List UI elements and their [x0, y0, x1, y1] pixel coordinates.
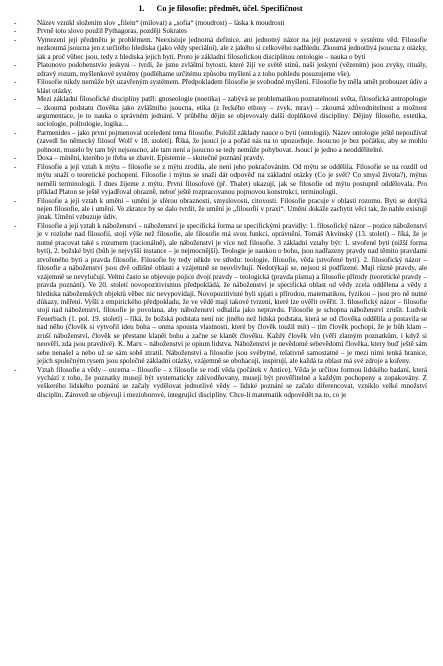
- bullet-dash: -: [14, 27, 17, 36]
- title-number: 1.: [138, 4, 145, 13]
- list-item: [14, 366, 427, 400]
- bullet-list: [14, 19, 427, 399]
- list-item: [14, 78, 427, 95]
- list-item-text: Vztah filosofie a vědy – otcema – filosofie – z filosofie se rodí věda (počátek v Antice). Věda je určitou formou lidského badaní, která vychází z toho, že poznatky musejí být systematicky zdůvodňovany, musejí být prověřitelné a každým pochopeny a zopakovány. Z veškerého lidského poznání se začaly vydělovat jednotlivé vědy – lidské poznání se začalo diferencovat, vzniklo velké množství disciplín. Zároveň se objevují i mezioborové, integrující disciplíny. Chce-li matematik odpovědět na to, co je: [37, 365, 427, 399]
- list-item: [14, 163, 427, 197]
- bullet-dash: -: [14, 61, 17, 70]
- list-item-text: Platonovo podobenstvío jeskyni – tvrdí, že jsme zvláštní bytosti, které žijí ve světě stínů, naší jeskyni (vězením) jsou zvyky, rituály, zdravý rozum, myšlenkové systémy (podléhame určitému způsobu myšlení a z toho pohledu posuzujeme vše).: [37, 61, 427, 78]
- bullet-dash: -: [14, 95, 17, 104]
- list-item-text: Mezi základní filosofické disciplíny patří: gnoseologie (noetika) – zabývá se problematikou poznatelnosti světa, filosofická antropologie – zkoumá podstatu člověka jako zvláštního jsoucna, etika (z řeckého ethosy – zvyk, mrav) – zkoumá zdůvodnitelnost a možnost argumentace, je to nauka o správném jednání. V průběhu dějin se objevovaly další doplňkové disciplíny: Dějiny filosofie, estetika, sociologie, politologie, logika…: [37, 95, 427, 129]
- list-item-text: Filosofie a její vztah k mýtu – filosofie se z mýtu zrodila, ale není jeho pokračováním. Od mýtu se oddělila. Filosofie se na rozdíl od mýtu snaží o teoretické pochopení. Filosofie i mýtus se snaží dát odpověď na základní otázky (Co je svět? Co smysl života?), mýtus nemělí terminologii. I dnes žijeme z mýtu. První filosofové (př. Thalet) ukazují, jak se filosofie od mýtu postupně oddělovala. Pro příklad Platon se ještě vyjadřoval obrazně, neboť ještě rozpracovanou pojmovou konstrukci, terminologii.: [37, 162, 427, 197]
- list-item-text: Parmenides – jako prvni pojmenoval uceleđení tema filosofie. Položil základy nauce o bytí (ontologii). Název ontologie ještě nepoužíval (zavedl ho německý filosof Wolf v 18. století). Říká, že jsoucí je a pořád nás na to upozorňuje. Jsoucno je bez počátku, aby se mohlo pohnout, muselo by tam být nejsoucno, ale tam není a jsoucno se tedy nemůže pohybovat. Jsoucí je jedno a neoddělitelné.: [37, 128, 427, 154]
- bullet-dash: -: [14, 78, 17, 87]
- bullet-dash: -: [14, 365, 17, 374]
- bullet-dash: -: [14, 35, 17, 44]
- list-item: [14, 197, 427, 222]
- list-item: [14, 222, 427, 366]
- list-item-text: Název vznikl složením slov „filein“ (milovat) a „sofia“ (moudrost) – láska k moudrosti: [37, 19, 285, 27]
- bullet-dash: -: [14, 162, 17, 171]
- list-item: [14, 19, 427, 27]
- bullet-dash: -: [14, 154, 17, 163]
- list-item: [14, 154, 427, 162]
- list-item-text: Filosofie a její vztah k náboženství – náboženství je specifická forma se specifickými pravidly: 1. filosofický názor – pozice náboženství je v rozlohe nad filosofií, stojí výše než filosofie, ale filosofie má svou funkci, oprávnění. Tomáš Akvinský (13. století) – říká, že je nutné pracovat také s rozumem (racionálně), ale náboženství je více než filosofie. 3 základní vztahy být: 1. stvořené bytí (nižší forma bytí), 2. božské bytí (bůh je nejvyšší instance – je nejmocnější). Teologie je naukou o bohu, jsou nadřazeny pravdy nad těmito pravdami ztvořeného bytí a pravda filosofie. Filosofie by tedy někde ve středu: teologie, filosofie, věda (stvořené bytí). 2. filosofický názor – filosofie a náboženství jsou dvě odlišné oblasti a vzájemně se neovlivňují. Nedotýkají se, nejsou si podřízené. Mají různé pravdy, ale vzájemně se nevylučují. Velmi často se objevuje pojice dvojí pravdy – teologická (pravda písma) a filosofie přírody (teoretické pravdy – pravda poznání). Ve 20. století novopozitivismus předpokládá, že náboženství je specifická oblast od vědy zcela oddělena a vědy z hlediska náboženských objektů věbec nic nevypovídají. Novopozitivisté byli spjati s přírodou, matematikou, fyzikou – jsou pro ně nutné důkazy, měření. Vyšli z empirického předpokladu, že ve vědě mají takové tvrzení, které lze ověřit ověřit. 3. filosofický názor – filosofie stojí nad náboženství, filosofie je povolana, aby náboženství odhalila jako nepravdu. Filosofie je schopna náboženství zrušit. Ludvik Feuerbach (1. pol. 19. století) – říká, že božská podstata není nic jiného než lidská podstata, která se od člověka oddělila a postavila se nad něho (člověk si vytvořil ideu boha – onma spousta vlastnosti, které by člověk toužil mít) – tím člověk pochopí, že je bůh klam – zruší náboženství, člověk se přestane klanět bohu a začne se klanět člověku. Každý člověk věn (vĕří zlatným poznatkům, i když si neověří, zda jsou pravdivé). K. Marx – náboženství je opium lidstva. Náboženství je nevědomé sebevědomí člověka, ktery buď ještě sám sebe nenašel a nebo už se sám sobě ztratil. Náboženství a filosofie jsou svébytné, relativně samostatné – je mezi nimi tenká hranice, jejich společným rysem jsou společné základní otázky, vzájemně se obohacují, inspirují, ale každá ta oblast má své zdroje a kořeny.: [37, 221, 427, 366]
- list-item: [14, 95, 427, 129]
- title-text: Co je filosofie: předmět, účel. Specifičnost: [156, 4, 303, 13]
- list-item-text: Filosofie a její vztah k umění – umění je sférou obraznosti, smyslovosti, citovosti. Filosofie pracuje v oblasti rozumu. Byti se dotýká nejen filosofie, ale i umění. Ve zkratce by se dalo tvrdit, že umění je „filosofii v praxi“. Umění dokáže zachytit věci tak, že nahle existují jinak. Umění vzbuzuje údiv.: [37, 196, 427, 222]
- list-item: [14, 61, 427, 78]
- list-item-text: Filosofie nikdy nemůže být uzavřeným systémem. Předpokladem filosofie je svobodné myšlení. Filosofie by měla umět probouzet údiv a klást otázky.: [37, 78, 427, 95]
- bullet-dash: -: [14, 19, 17, 27]
- list-item-text: Doxa – mínění, kterého je třeba se zbavit. Epistemie – skutečné poznání pravdy.: [37, 154, 265, 163]
- bullet-dash: -: [14, 196, 17, 205]
- list-item: [14, 27, 427, 35]
- list-item: [14, 129, 427, 154]
- list-item: [14, 36, 427, 61]
- bullet-dash: -: [14, 128, 17, 137]
- list-item-text: Prvně toto slovo použil Pythagoras, později Sokrates: [37, 27, 187, 36]
- bullet-dash: -: [14, 221, 17, 230]
- page-title: [14, 4, 427, 14]
- list-item-text: Vymezení její předmětu je problémem. Neexistuje jednotná definice, ani jednotný názor na její postavení v systému věd. Filosofie nezkoumá jsoucna jen z určitého hlediska (jako vědy speciální), ale z jakého si celkového nadhledu. Zkoumá jednotlivá jsoucna z otázky, jak a proč vůbec jsou, tedy z hlediska jejich bytí. Proto je základní filosofickou disciplínou ontologie – nauka o bytí: [37, 35, 427, 61]
